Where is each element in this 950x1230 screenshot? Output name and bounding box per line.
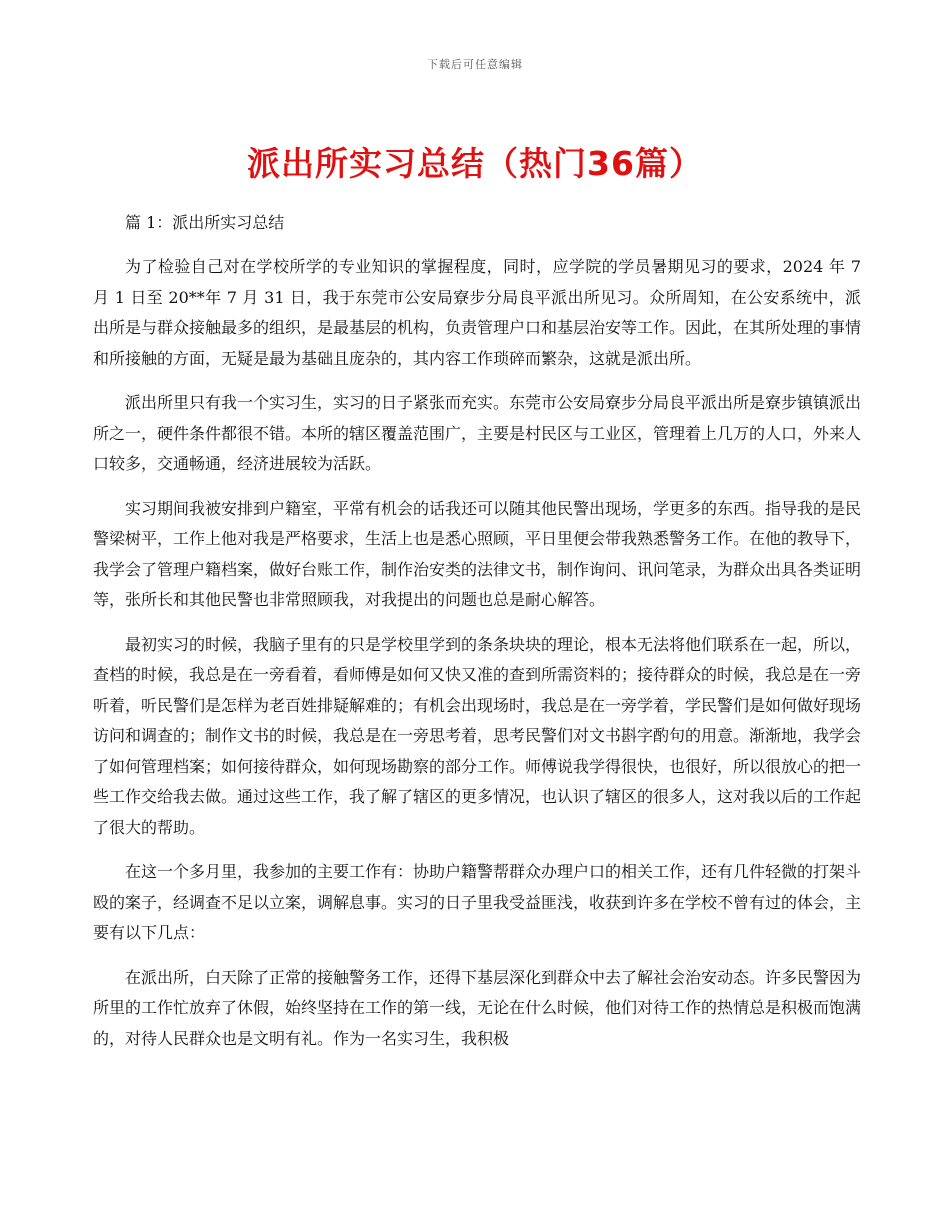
paragraph-1: 为了检验自己对在学校所学的专业知识的掌握程度，同时，应学院的学员暑期见习的要求，2024 年 7 月 1 日至 20**年 7 月 31 日，我于东莞市公安局寮步分局良平派出所见习。众所周知，在公安系统中，派出所是与群众接触最多的组织，是最基层的机构，负责管理户口和基层治安等工作。因此，在其所处理的事情和所接触的方面，无疑是最为基础且庞杂的，其内容工作琐碎而繁杂，这就是派出所。 bbox=[93, 257, 862, 368]
paragraph-6: 在派出所，白天除了正常的接触警务工作，还得下基层深化到群众中去了解社会治安动态。许多民警因为所里的工作忙放弃了休假，始终坚持在工作的第一线，无论在什么时候，他们对待工作的热情总是积极而饱满的，对待人民群众也是文明有礼。作为一名实习生，我积极 bbox=[93, 967, 862, 1048]
document-title: 派出所实习总结（热门36篇） bbox=[247, 144, 703, 183]
paragraph-3: 实习期间我被安排到户籍室，平常有机会的话我还可以随其他民警出现场，学更多的东西。指导我的是民警梁树平，工作上他对我是严格要求，生活上也是悉心照顾，平日里便会带我熟悉警务工作。在他的教导下，我学会了管理户籍档案，做好台账工作，制作治安类的法律文书，制作询问、讯问笔录，为群众出具各类证明等，张所长和其他民警也非常照顾我，对我提出的问题也总是耐心解答。 bbox=[93, 498, 862, 609]
section-heading: 篇 1：派出所实习总结 bbox=[125, 213, 285, 232]
paragraph-5: 在这一个多月里，我参加的主要工作有：协助户籍警帮群众办理户口的相关工作，还有几件轻微的打架斗殴的案子，经调查不足以立案，调解息事。实习的日子里我受益匪浅，收获到许多在学校不曾有过的体会，主要有以下几点： bbox=[93, 862, 862, 942]
paragraph-2: 派出所里只有我一个实习生，实习的日子紧张而充实。东莞市公安局寮步分局良平派出所是寮步镇镇派出所之一，硬件条件都很不错。本所的辖区覆盖范围广，主要是村民区与工业区，管理着上几万的人口，外来人口较多，交通畅通，经济进展较为活跃。 bbox=[93, 393, 862, 473]
page-header-note: 下载后可任意编辑 bbox=[427, 58, 523, 71]
document-body bbox=[93, 208, 861, 1068]
paragraph-4: 最初实习的时候，我脑子里有的只是学校里学到的条条块块的理论，根本无法将他们联系在一起，所以，查档的时候，我总是在一旁看着，看师傅是如何又快又准的查到所需资料的；接待群众的时候，我总是在一旁听着，听民警们是怎样为老百姓排疑解难的；有机会出现场时，我总是在一旁学着，学民警们是如何做好现场访问和调查的；制作文书的时候，我总是在一旁思考着，思考民警们对文书斟字酌句的用意。渐渐地，我学会了如何管理档案；如何接待群众，如何现场勘察的部分工作。师傅说我学得很快，也很好，所以很放心的把一些工作交给我去做。通过这些工作，我了解了辖区的更多情况，也认识了辖区的很多人，这对我以后的工作起了很大的帮助。 bbox=[93, 634, 862, 837]
